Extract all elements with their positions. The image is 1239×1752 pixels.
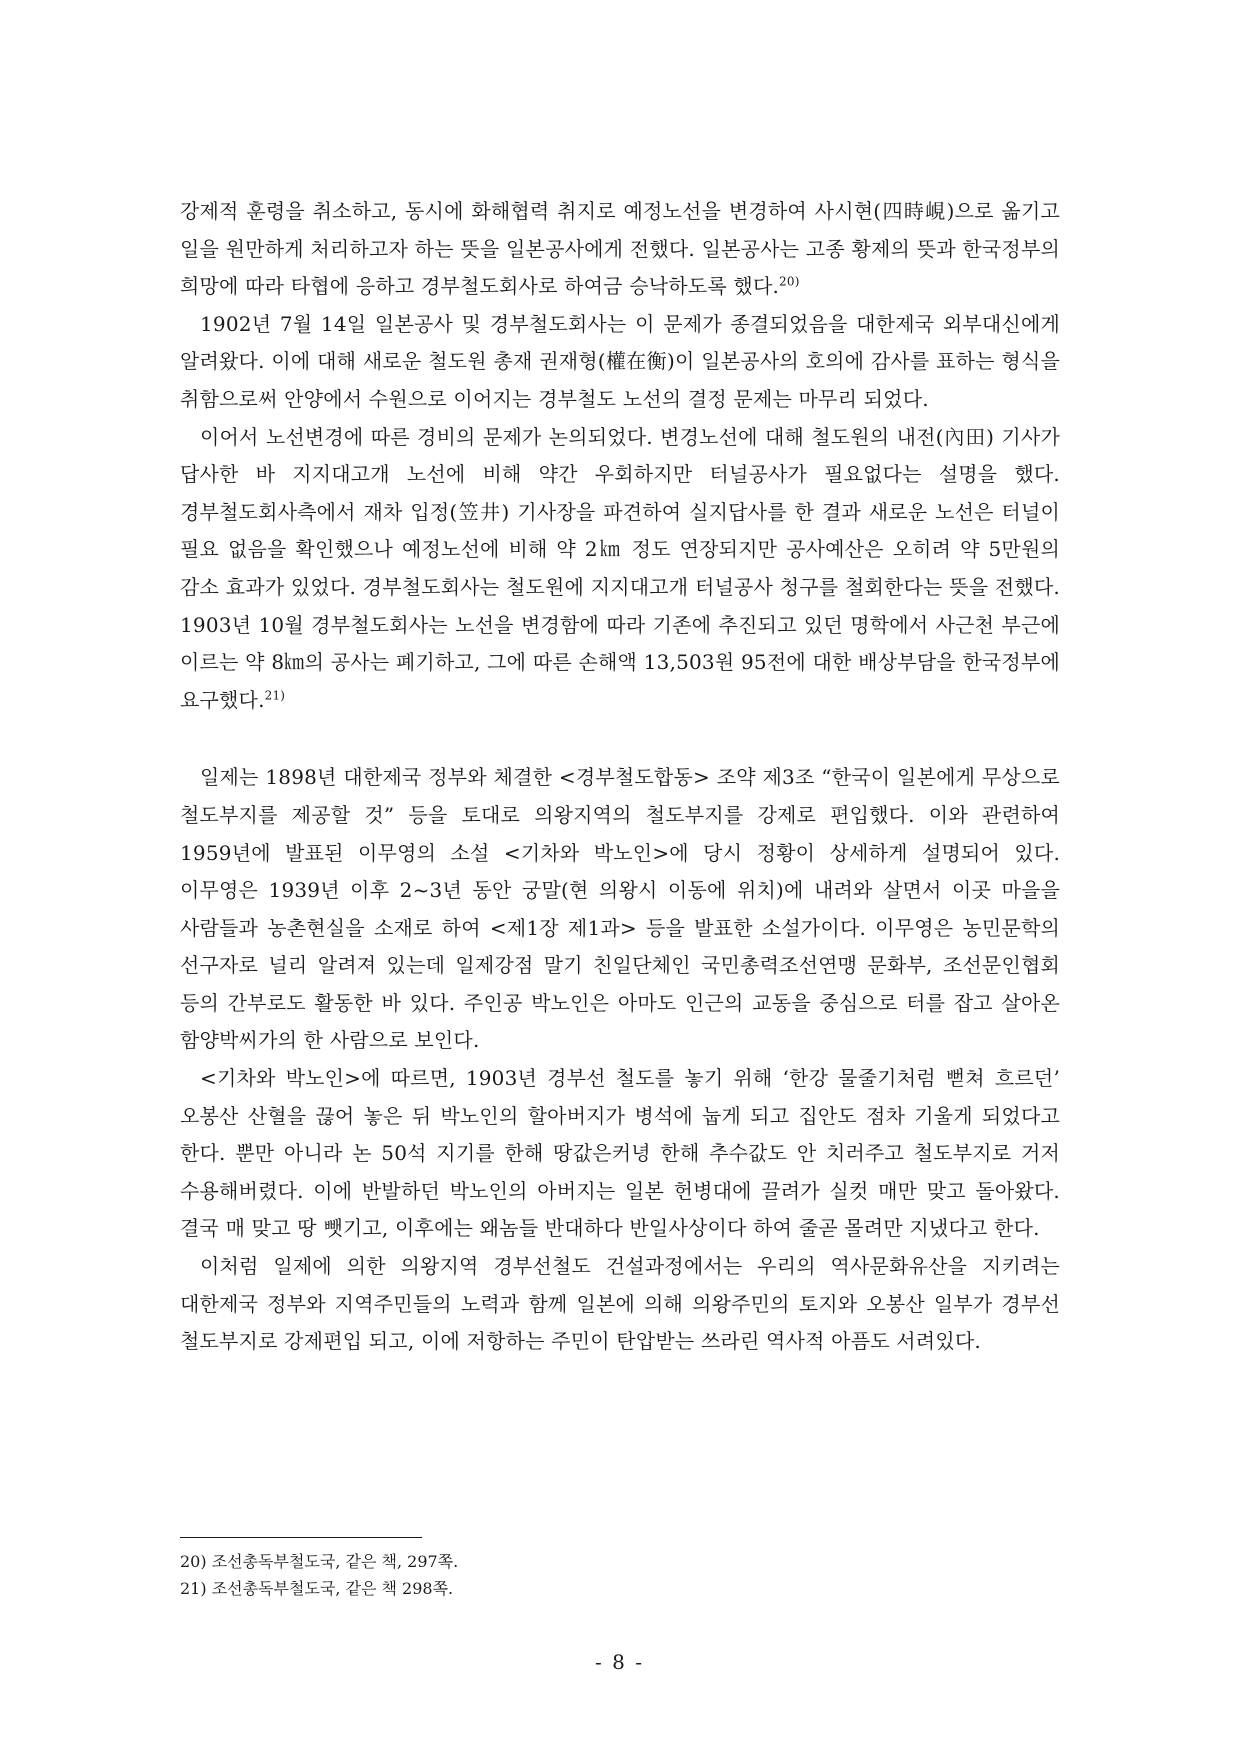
paragraph-2-text: 1902년 7월 14일 일본공사 및 경부철도회사는 이 문제가 종결되었음을 대한제국 외부대신에게 알려왔다. 이에 대해 새로운 철도원 총재 권재형(權在衡)이 일본공사의 호의에 감사를 표하는 형식을 취함으로써 안양에서 수원으로 이어지는 경부철도 노선의 결정 문제는 마무리 되었다. — [180, 311, 1060, 411]
paragraph-3-text: 이어서 노선변경에 따른 경비의 문제가 논의되었다. 변경노선에 대해 철도원의 내전(內田) 기사가 답사한 바 지지대고개 노선에 비해 약간 우회하지만 터널공사가 필요없다는 설명을 했다. 경부철도회사측에서 재차 입정(笠井) 기사장을 파견하여 실지답사를 한 결과 새로운 노선은 터널이 필요 없음을 확인했으나 예정노선에 비해 약 2㎞ 정도 연장되지만 공사예산은 오히려 약 5만원의 감소 효과가 있었다. 경부철도회사는 철도원에 지지대고개 터널공사 청구를 철회한다는 뜻을 전했다. 1903년 10월 경부철도회사는 노선을 변경함에 따라 기존에 추진되고 있던 명학에서 사근천 부근에 이르는 약 8㎞의 공사는 폐기하고, 그에 따른 손해액 13,503원 95전에 대한 배상부담을 한국정부에 요구했다. — [180, 424, 1060, 712]
paragraph-6-text: 이처럼 일제에 의한 의왕지역 경부선철도 건설과정에서는 우리의 역사문화유산을 지키려는 대한제국 정부와 지역주민들의 노력과 함께 일본에 의해 의왕주민의 토지와 오봉산 일부가 경부선 철도부지로 강제편입 되고, 이에 저항하는 주민이 탄압받는 쓰라린 역사적 아픔도 서려있다. — [180, 1254, 1060, 1354]
paragraph-1-text: 강제적 훈령을 취소하고, 동시에 화해협력 취지로 예정노선을 변경하여 사시현(四時峴)으로 옮기고 일을 원만하게 처리하고자 하는 뜻을 일본공사에게 전했다. 일본공사는 고종 황제의 뜻과 한국정부의 희망에 따라 타협에 응하고 경부철도회사로 하여금 승낙하도록 했다. — [180, 199, 1060, 299]
footnote-21: 21) 조선총독부철도국, 같은 책 298쪽. — [180, 1579, 454, 1598]
body-text — [180, 193, 1060, 1361]
paragraph-6 — [180, 1248, 1060, 1361]
paragraph-1 — [180, 193, 1060, 306]
paragraph-4 — [180, 759, 1060, 1060]
footnote-divider — [180, 1537, 422, 1538]
page-number: - 8 - — [595, 1650, 644, 1674]
section-gap — [180, 719, 1060, 759]
footnotes — [180, 1537, 1060, 1602]
paragraph-5 — [180, 1060, 1060, 1248]
paragraph-5-text: <기차와 박노인>에 따르면, 1903년 경부선 철도를 놓기 위해 ‘한강 물줄기처럼 뻗쳐 흐르던’ 오봉산 산혈을 끊어 놓은 뒤 박노인의 할아버지가 병석에 눕게 되고 집안도 점차 기울게 되었다고 한다. 뿐만 아니라 논 50석 지기를 한해 땅값은커녕 한해 추수값도 안 치러주고 철도부지로 거저 수용해버렸다. 이에 반발하던 박노인의 아버지는 일본 헌병대에 끌려가 실컷 매만 맞고 돌아왔다. 결국 매 맞고 땅 뺏기고, 이후에는 왜놈들 반대하다 반일사상이다 하여 줄곧 몰려만 지냈다고 한다. — [180, 1066, 1060, 1241]
paragraph-3 — [180, 419, 1060, 720]
footnote-ref-21: 21) — [264, 688, 286, 703]
footnote-20: 20) 조선총독부철도국, 같은 책, 297쪽. — [180, 1552, 459, 1571]
paragraph-4-text: 일제는 1898년 대한제국 정부와 체결한 <경부철도합동> 조약 제3조 “한국이 일본에게 무상으로 철도부지를 제공할 것” 등을 토대로 의왕지역의 철도부지를 강제로 편입했다. 이와 관련하여 1959년에 발표된 이무영의 소설 <기차와 박노인>에 당시 정황이 상세하게 설명되어 있다. 이무영은 1939년 이후 2~3년 동안 궁말(현 의왕시 이동에 위치)에 내려와 살면서 이곳 마을을 사람들과 농촌현실을 소재로 하여 <제1장 제1과> 등을 발표한 소설가이다. 이무영은 농민문학의 선구자로 널리 알려져 있는데 일제강점 말기 친일단체인 국민총력조선연맹 문화부, 조선문인협회 등의 간부로도 활동한 바 있다. 주인공 박노인은 아마도 인근의 교동을 중심으로 터를 잡고 살아온 함양박씨가의 한 사람으로 보인다. — [180, 765, 1060, 1053]
footnote-ref-20: 20) — [779, 274, 800, 289]
paragraph-2 — [180, 306, 1060, 419]
